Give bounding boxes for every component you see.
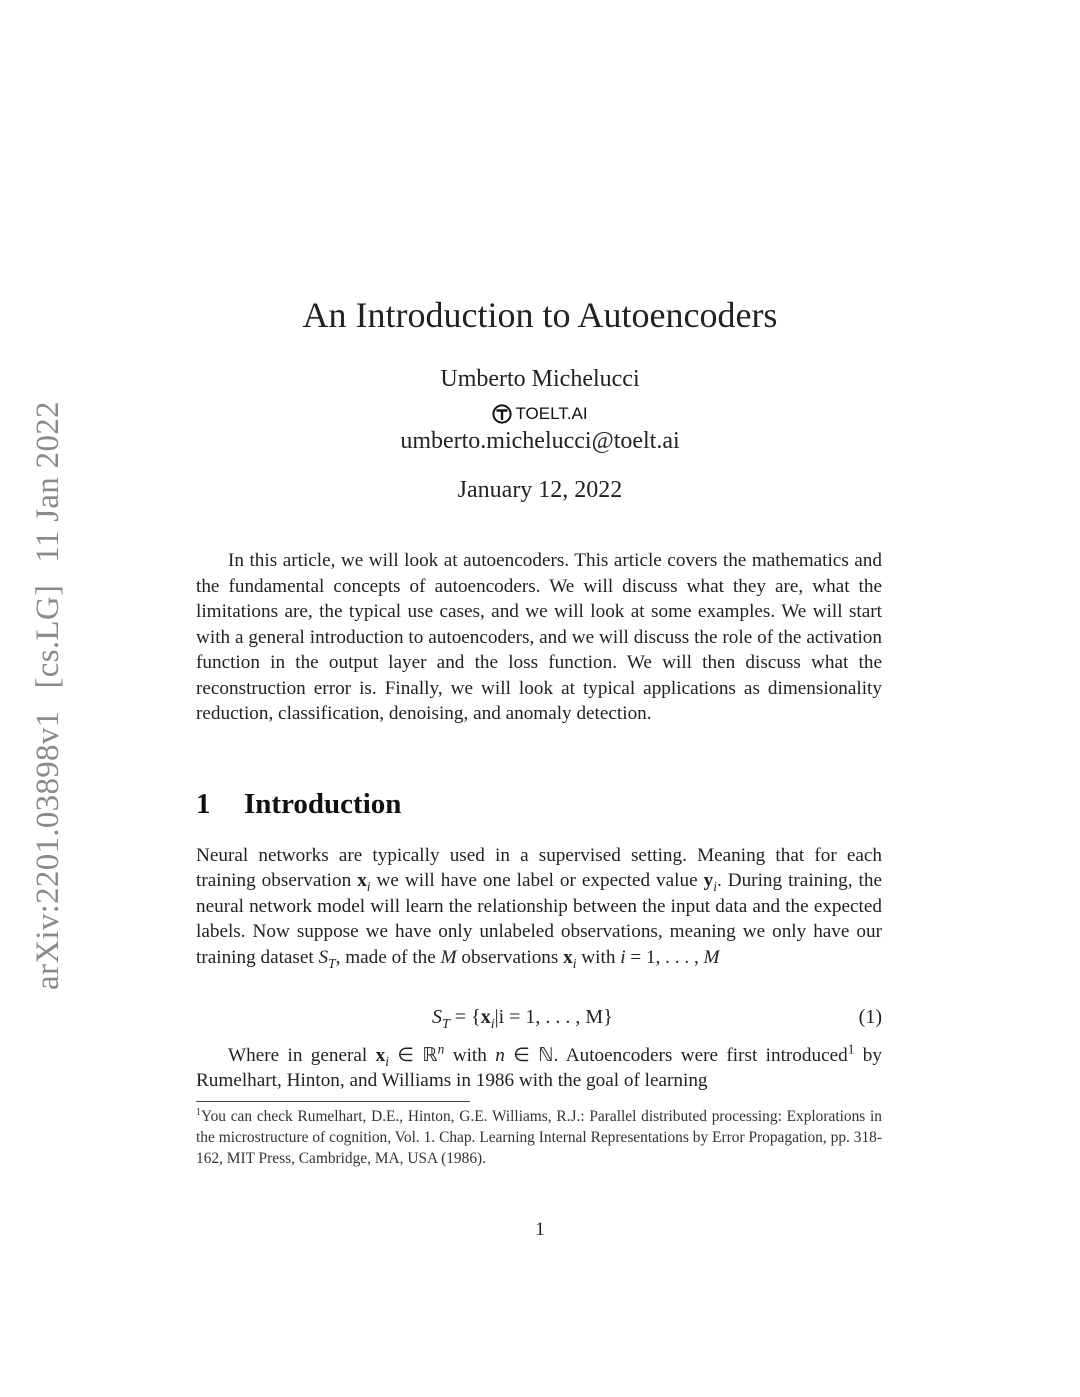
affiliation	[0, 404, 1080, 424]
equation-body: $S_T = \{x_i|i = 1$, . . . , M}	[432, 1006, 613, 1032]
footnote-rule	[196, 1101, 470, 1102]
paragraph-2: Where in general $x_i$ ∈ ℝ$^n$ with n ∈ ℕ. Autoencoders were first introduced$^1$ by Rumelhart, Hinton, and Williams in 1986 with the goal of learning	[196, 1041, 882, 1092]
section-heading	[196, 788, 401, 821]
author-email: umberto.michelucci@toelt.ai	[400, 428, 680, 454]
footnote-ref: 1	[847, 1041, 855, 1057]
abstract	[196, 548, 882, 727]
author-name: Umberto Michelucci	[440, 366, 640, 392]
arxiv-stamp	[25, 370, 71, 990]
abstract-text: In this article, we will look at autoencoders. This article covers the mathematics and the fundamental concepts of autoencoders. We will discuss what they are, what the limitations are, the typical use cases, and we will look at some examples. We will start with a general introduction to autoencoders, and we will discuss the role of the activation function in the output layer and the loss function. We will then discuss what the reconstruction error is. Finally, we will look at typical applications as dimensionality reduction, classification, denoising, and anomaly detection.	[196, 550, 882, 724]
footnote	[196, 1106, 882, 1169]
arxiv-id: arXiv:2201.03898v1	[30, 710, 66, 990]
paper-date: January 12, 2022	[457, 477, 623, 503]
page-number: 1	[535, 1219, 545, 1240]
section-title: Introduction	[244, 788, 402, 820]
footnote-mark: 1	[196, 1106, 201, 1118]
paper-title: An Introduction to Autoencoders	[302, 295, 778, 335]
arxiv-date: 11 Jan 2022	[30, 401, 66, 563]
equation-number: (1)	[858, 1006, 882, 1028]
arxiv-category: [cs.LG]	[30, 584, 66, 689]
toelt-logo-icon	[492, 404, 512, 424]
affiliation-name: TOELT.AI	[515, 404, 588, 423]
footnote-text: You can check Rumelhart, D.E., Hinton, G.E. Williams, R.J.: Parallel distributed processing: Explorations in the microstructure of cognition, Vol. 1. Chap. Learning Internal Representations by Error Propagation, pp. 318-162, MIT Press, Cambridge, MA, USA (1986).	[196, 1108, 882, 1167]
section-number: 1	[196, 788, 211, 820]
paragraph-1: Neural networks are typically used in a supervised setting. Meaning that for each training observation $x_i$ we will have one label or expected value $y_i$. During training, the neural network model will learn the relationship between the input data and the expected labels. Now suppose we have only unlabeled observations, meaning we only have our training dataset $S_T$, made of the M observations $x_i$ with i = 1, . . . , M	[196, 845, 882, 971]
